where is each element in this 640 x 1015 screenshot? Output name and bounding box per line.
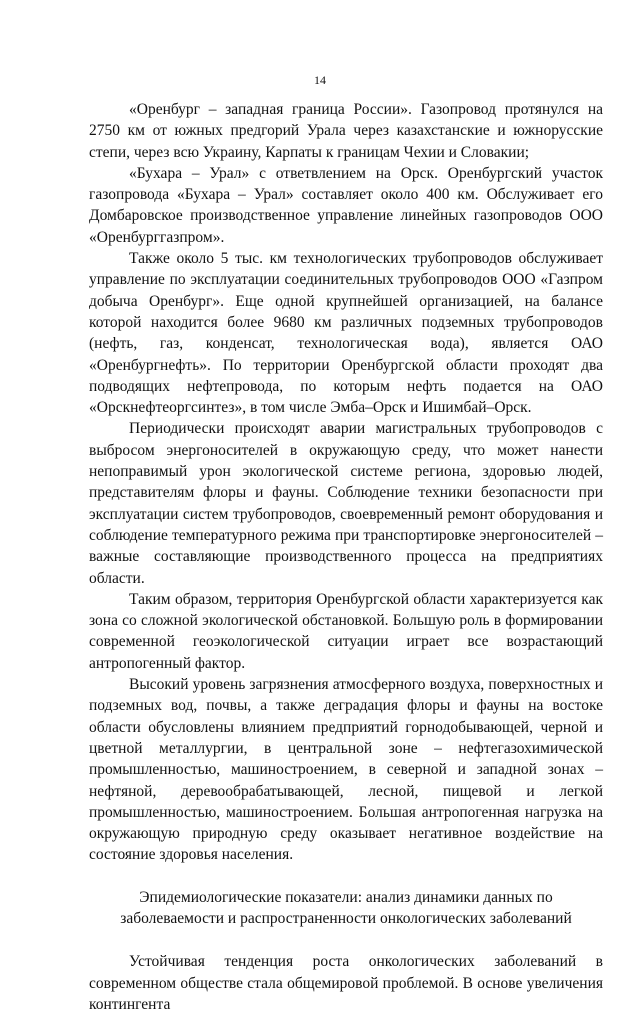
paragraph-bukhara-ural: «Бухара – Урал» с ответвлением на Орск. Оренбургский участок газопровода «Бухара – Урал» составляет около 400 км. Обслуживает его Домбаровское производственное управление линейных газопроводов ООО «Оренбурггазпром». [89,164,603,246]
paragraph-ecological-situation: Таким образом, территория Оренбургской области характеризуется как зона со сложной экологической обстановкой. Большую роль в формировании современной геоэкологической ситуации играет все возрастающий антропогенный фактор. [89,590,603,672]
section-heading-line-1: Эпидемиологические показатели: анализ динамики данных по [139,888,553,906]
paragraph-pollution-level: Высокий уровень загрязнения атмосферного воздуха, поверхностных и подземных вод, почвы, а также деградация флоры и фауны на востоке области обусловлены влиянием предприятий горнодобывающей, черной и цветной металлургии, в центральной зоне – нефтегазохимической промышленностью, машиностроением, в северной и западной зонах – нефтяной, деревообрабатывающей, лесной, пищевой и легкой промышленностью, машиностроением. Большая антропогенная нагрузка на окружающую природную среду оказывает негативное воздействие на состояние здоровья населения. [89,676,603,864]
section-heading-line-2: заболеваемости и распространенности онкологических заболеваний [120,909,572,927]
section-heading [89,887,603,930]
paragraph-pipeline-accidents: Периодически происходят аварии магистральных трубопроводов с выбросом энергоносителей в окружающую среду, что может нанести непоправимый урон экологической системе региона, здоровью людей, представителям флоры и фауны. Соблюдение техники безопасности при эксплуатации систем трубопроводов, своевременный ремонт оборудования и соблюдение температурного режима при транспортировке энергоносителей – важные составляющие производственного процесса на предприятиях области. [89,420,603,587]
body-text [89,99,603,1015]
paragraph-oncology-trend: Устойчивая тенденция роста онкологических заболеваний в современном обществе стала общемировой проблемой. В основе увеличения контингента [89,953,603,1013]
paragraph-technological-pipelines: Также около 5 тыс. км технологических трубопроводов обслуживает управление по эксплуатации соединительных трубопроводов ООО «Газпром добыча Оренбург». Еще одной крупнейшей организацией, на балансе которой находится более 9680 км различных подземных трубопроводов (нефть, газ, конденсат, технологическая вода), является ОАО «Оренбургнефть». По территории Оренбургской области проходят два подводящих нефтепровода, по которым нефть подается на ОАО «Орскнефтеоргсинтез», в том числе Эмба–Орск и Ишимбай–Орск. [89,250,603,417]
page-number: 14 [314,73,326,87]
paragraph-orenburg-border: «Оренбург – западная граница России». Газопровод протянулся на 2750 км от южных предгорий Урала через казахстанские и южнорусские степи, через всю Украину, Карпаты к границам Чехии и Словакии; [89,101,603,161]
